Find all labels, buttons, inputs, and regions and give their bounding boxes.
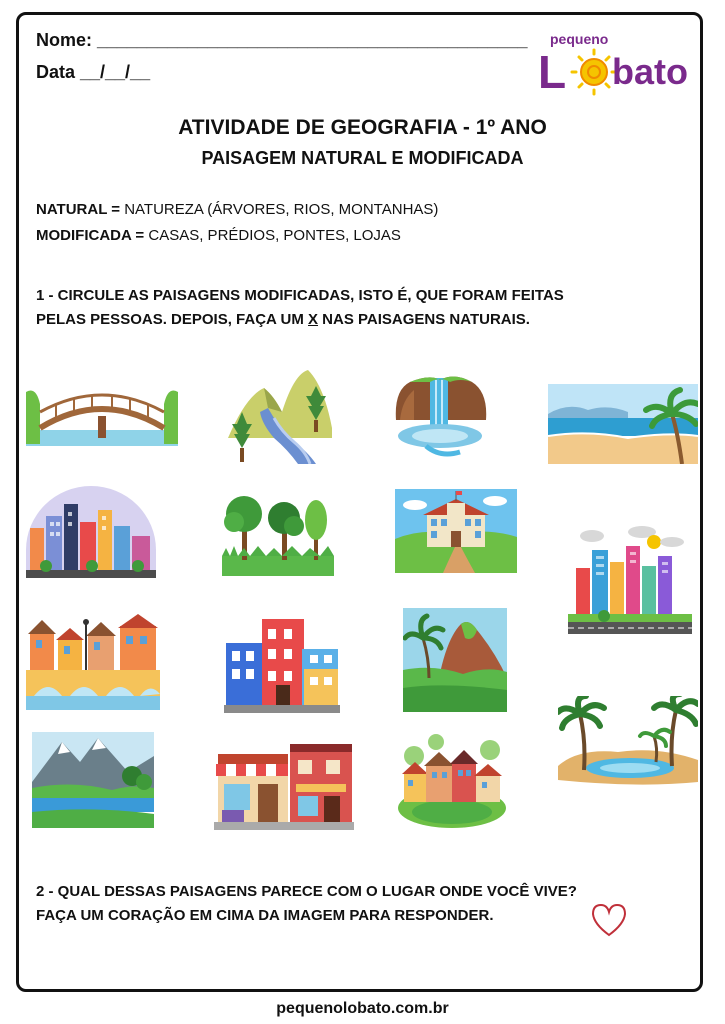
question-1 (36, 284, 696, 332)
heart-icon (590, 902, 628, 938)
shops-picture[interactable] (214, 744, 354, 830)
modified-text: CASAS, PRÉDIOS, PONTES, LOJAS (144, 227, 401, 244)
village-picture[interactable] (396, 732, 508, 828)
modified-term: MODIFICADA = (36, 227, 145, 244)
skyscrapers-picture[interactable] (568, 522, 692, 642)
school-picture[interactable] (395, 489, 517, 573)
oasis-picture[interactable] (558, 696, 698, 788)
waterfall-picture[interactable] (390, 372, 490, 458)
colorful-building-picture[interactable] (224, 619, 340, 713)
city-skyline-picture[interactable] (26, 486, 156, 578)
x-mark: X (308, 311, 319, 328)
mountain-lake-picture[interactable] (32, 732, 154, 828)
natural-text: NATUREZA (ÁRVORES, RIOS, MONTANHAS) (120, 201, 439, 218)
mountains-river-picture[interactable] (228, 368, 332, 464)
bridge-picture[interactable] (26, 384, 178, 446)
logo-brand-rest: bato (612, 51, 688, 92)
page-title: ATIVIDADE DE GEOGRAFIA - 1º ANO (178, 116, 547, 139)
name-field-label: Nome: ___________________________________________ (36, 30, 528, 50)
question-1-line-2: PELAS PESSOAS. DEPOIS, FAÇA UM X NAS PAISAGENS NATURAIS. (36, 311, 530, 328)
logo-letter-l: L (538, 46, 567, 96)
question-2-line-1: 2 - QUAL DESSAS PAISAGENS PARECE COM O LUGAR ONDE VOCÊ VIVE? (36, 883, 577, 900)
date-field-label: Data __/__/__ (36, 62, 151, 82)
natural-term: NATURAL = (36, 201, 121, 218)
houses-bridge-picture[interactable] (26, 614, 160, 710)
definition-natural (36, 201, 438, 218)
definition-modified (36, 227, 401, 244)
question-1-line-1: 1 - CIRCULE AS PAISAGENS MODIFICADAS, ISTO É, QUE FORAM FEITAS (36, 287, 564, 304)
footer-url[interactable]: pequenolobato.com.br (276, 1000, 449, 1017)
question-2-line-2: FAÇA UM CORAÇÃO EM CIMA DA IMAGEM PARA RESPONDER. (36, 907, 494, 924)
pequeno-lobato-logo (536, 26, 702, 96)
sun-icon (572, 50, 616, 94)
hill-palm-picture[interactable] (403, 608, 507, 712)
trees-picture[interactable] (222, 490, 334, 576)
beach-picture[interactable] (548, 384, 698, 464)
page-subtitle: PAISAGEM NATURAL E MODIFICADA (201, 148, 524, 168)
logo-small-text: pequeno (550, 31, 609, 47)
